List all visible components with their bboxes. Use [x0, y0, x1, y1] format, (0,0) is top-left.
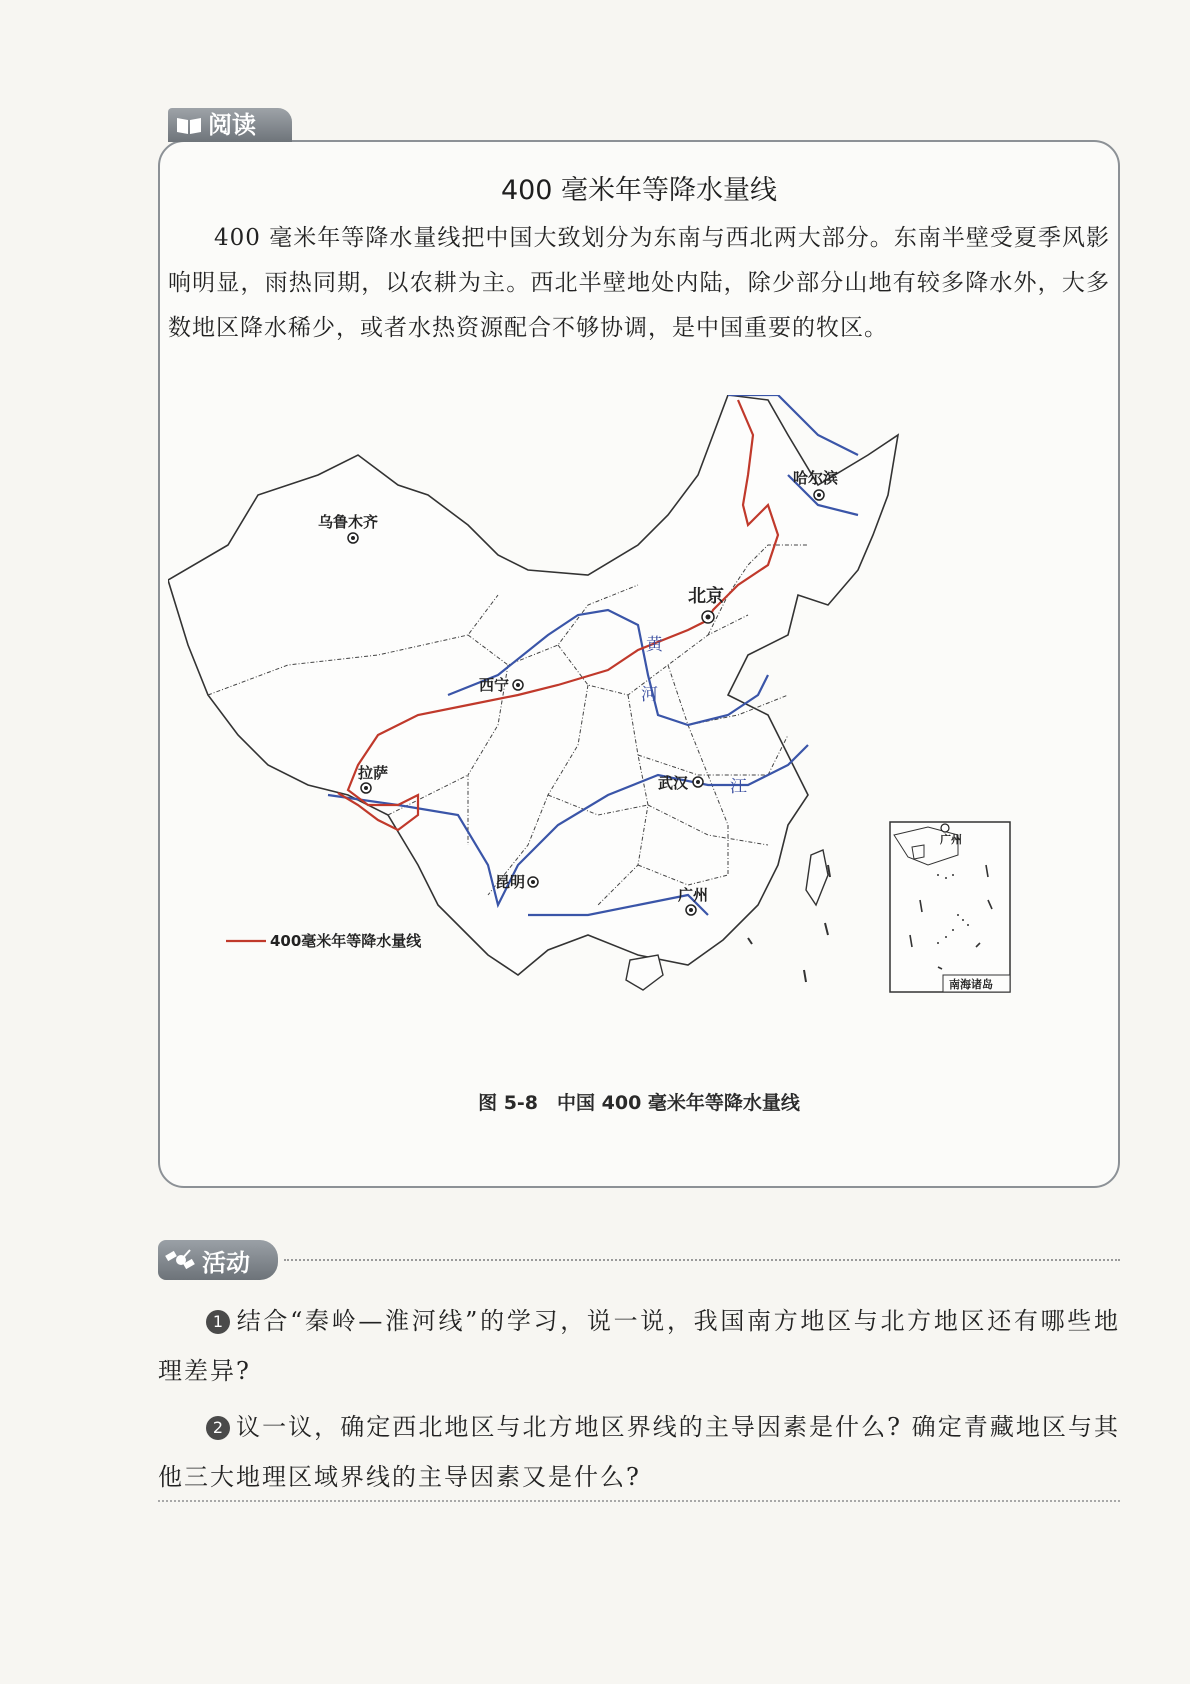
south-china-sea-inset — [890, 822, 1010, 992]
figure-caption: 图 5-8 中国 400 毫米年等降水量线 — [478, 1092, 800, 1114]
activity-tab-label: 活动 — [202, 1248, 250, 1277]
book-icon — [176, 115, 202, 135]
reading-tab — [168, 108, 292, 142]
activity-list — [158, 1296, 1120, 1508]
label-guangzhou: 广州 — [678, 886, 709, 904]
label-lhasa: 拉萨 — [358, 764, 389, 782]
map-svg — [168, 395, 1110, 1115]
label-river-he: 河 — [641, 685, 658, 705]
label-beijing: 北京 — [688, 586, 724, 607]
inset-label: 南海诸岛 — [949, 978, 993, 991]
activity-tab — [158, 1240, 278, 1280]
label-wuhan: 武汉 — [658, 774, 689, 792]
reading-tab-label: 阅读 — [208, 111, 256, 139]
label-river-jiang: 江 — [730, 777, 747, 797]
legend-label: 400毫米年等降水量线 — [270, 932, 422, 950]
activity-dotted-rule — [284, 1259, 1120, 1261]
activity-header — [158, 1240, 1120, 1280]
country-outline — [168, 395, 898, 975]
label-kunming: 昆明 — [495, 873, 526, 891]
label-river-huang: 黄 — [646, 635, 663, 655]
label-harbin: 哈尔滨 — [793, 469, 839, 487]
activity-item-2 — [158, 1402, 1120, 1502]
label-xining: 西宁 — [479, 676, 510, 694]
label-urumqi: 乌鲁木齐 — [318, 513, 379, 531]
activity-item-number: 1 — [206, 1310, 230, 1334]
taiwan-island — [806, 850, 828, 905]
activity-item-number: 2 — [206, 1416, 230, 1440]
activity-item-text: 结合“秦岭—淮河线”的学习，说一说，我国南方地区与北方地区还有哪些地理差异? — [158, 1307, 1120, 1385]
activity-item-text: 议一议，确定西北地区与北方地区界线的主导因素是什么? 确定青藏地区与其他三大地理区域界线的主导因素又是什么? — [158, 1413, 1120, 1491]
reading-title: 400 毫米年等降水量线 — [500, 175, 778, 206]
activity-item-1 — [158, 1296, 1120, 1396]
hainan-island — [626, 955, 663, 990]
inset-top-label: 广州 — [940, 833, 962, 846]
reading-paragraph: 400 毫米年等降水量线把中国大致划分为东南与西北两大部分。东南半壁受夏季风影响明显，雨热同期，以农耕为主。西北半壁地处内陆，除少部分山地有较多降水外，大多数地区降水稀少，或者水热资源配合不够协调，是中国重要的牧区。 — [168, 225, 1110, 341]
bottom-dotted-rule — [158, 1500, 1120, 1502]
china-isohyet-map — [168, 395, 1110, 1115]
satellite-icon — [164, 1245, 198, 1275]
